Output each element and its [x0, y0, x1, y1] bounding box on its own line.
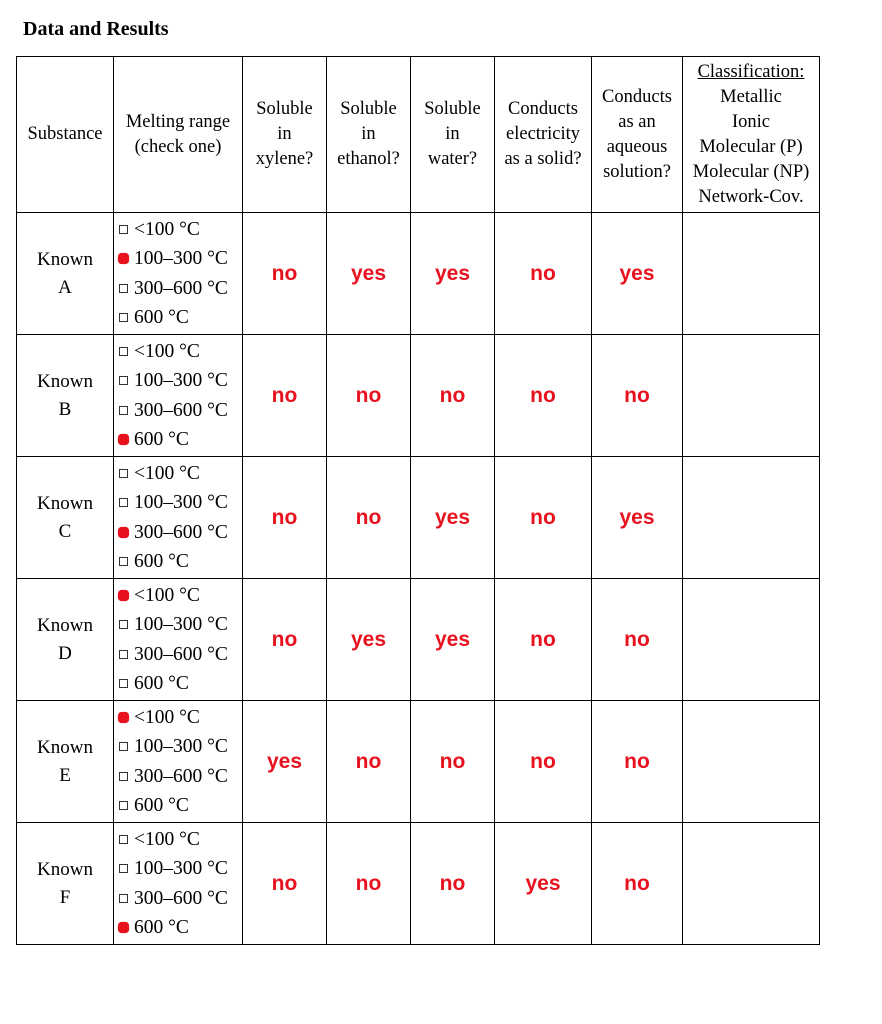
checkbox[interactable]: [119, 406, 128, 415]
table-row: [17, 823, 820, 945]
answer-water: yes: [411, 579, 495, 701]
checked-checkbox[interactable]: [118, 434, 129, 445]
checkbox[interactable]: [119, 801, 128, 810]
checkbox[interactable]: [119, 894, 128, 903]
melting-option-label: 300–600 °C: [134, 643, 228, 665]
checkbox[interactable]: [119, 376, 128, 385]
melting-option-label: <100 °C: [134, 584, 200, 606]
table-row: [17, 701, 820, 823]
answer-ethanol: no: [327, 457, 411, 579]
checked-checkbox[interactable]: [118, 590, 129, 601]
melting-option-label: <100 °C: [134, 706, 200, 728]
answer-xylene: no: [243, 457, 327, 579]
header-conducts-solid: Conducts electricity as a solid?: [495, 57, 592, 213]
answer-conducts-aqueous: no: [592, 701, 683, 823]
substance-cell: Known F: [17, 823, 114, 945]
answer-ethanol: no: [327, 701, 411, 823]
checkbox[interactable]: [119, 864, 128, 873]
checkbox[interactable]: [119, 469, 128, 478]
melting-option[interactable]: [119, 303, 242, 333]
answer-conducts-solid: no: [495, 213, 592, 335]
melting-option[interactable]: [119, 640, 242, 670]
melting-option[interactable]: [119, 425, 242, 455]
answer-xylene: no: [243, 213, 327, 335]
answer-conducts-aqueous: yes: [592, 213, 683, 335]
checkbox[interactable]: [119, 557, 128, 566]
melting-option[interactable]: [119, 459, 242, 489]
melting-option-label: <100 °C: [134, 340, 200, 362]
melting-range-options: [114, 457, 243, 579]
checkbox[interactable]: [119, 347, 128, 356]
results-table: [16, 56, 820, 945]
answer-water: no: [411, 335, 495, 457]
melting-option-label: 100–300 °C: [134, 736, 228, 757]
header-soluble-xylene: Soluble in xylene?: [243, 57, 327, 213]
melting-option[interactable]: [119, 610, 242, 640]
melting-option[interactable]: [119, 215, 242, 245]
melting-option-label: 100–300 °C: [134, 858, 228, 879]
melting-option-label: <100 °C: [134, 828, 200, 850]
checked-checkbox[interactable]: [118, 527, 129, 538]
melting-option-label: 100–300 °C: [134, 370, 228, 391]
melting-option[interactable]: [119, 703, 242, 733]
answer-xylene: no: [243, 335, 327, 457]
melting-option[interactable]: [119, 244, 242, 274]
answer-ethanol: no: [327, 823, 411, 945]
answer-conducts-solid: no: [495, 579, 592, 701]
table-row: [17, 213, 820, 335]
melting-option[interactable]: [119, 791, 242, 821]
checkbox[interactable]: [119, 225, 128, 234]
section-title: Data and Results: [23, 18, 169, 40]
answer-conducts-solid: no: [495, 457, 592, 579]
melting-option-label: 600 °C: [134, 551, 189, 572]
substance-cell: Known E: [17, 701, 114, 823]
answer-water: yes: [411, 457, 495, 579]
substance-cell: Known C: [17, 457, 114, 579]
checkbox[interactable]: [119, 742, 128, 751]
melting-option-label: 300–600 °C: [134, 521, 228, 543]
melting-option-label: 300–600 °C: [134, 277, 228, 299]
classification-cell[interactable]: [683, 335, 820, 457]
answer-conducts-solid: yes: [495, 823, 592, 945]
classification-cell[interactable]: [683, 579, 820, 701]
melting-option[interactable]: [119, 884, 242, 914]
checkbox[interactable]: [119, 620, 128, 629]
melting-option[interactable]: [119, 732, 242, 762]
answer-water: yes: [411, 213, 495, 335]
checked-checkbox[interactable]: [118, 253, 129, 264]
melting-option-label: 300–600 °C: [134, 887, 228, 909]
table-row: [17, 335, 820, 457]
answer-water: no: [411, 823, 495, 945]
header-classification: Classification: Metallic Ionic Molecular (P) Molecular (NP) Network-Cov.: [683, 57, 820, 213]
answer-conducts-aqueous: no: [592, 335, 683, 457]
header-soluble-ethanol: Soluble in ethanol?: [327, 57, 411, 213]
melting-range-options: [114, 213, 243, 335]
melting-range-options: [114, 701, 243, 823]
substance-cell: Known A: [17, 213, 114, 335]
answer-xylene: no: [243, 823, 327, 945]
melting-option[interactable]: [119, 396, 242, 426]
answer-ethanol: yes: [327, 579, 411, 701]
checkbox[interactable]: [119, 835, 128, 844]
answer-ethanol: no: [327, 335, 411, 457]
checkbox[interactable]: [119, 650, 128, 659]
melting-option-label: 600 °C: [134, 429, 189, 450]
checked-checkbox[interactable]: [118, 712, 129, 723]
table-row: [17, 579, 820, 701]
melting-option-label: 300–600 °C: [134, 399, 228, 421]
answer-conducts-solid: no: [495, 335, 592, 457]
substance-cell: Known D: [17, 579, 114, 701]
melting-option-label: <100 °C: [134, 462, 200, 484]
melting-option[interactable]: [119, 913, 242, 943]
answer-xylene: no: [243, 579, 327, 701]
melting-option-label: 600 °C: [134, 307, 189, 328]
melting-range-options: [114, 579, 243, 701]
melting-option-label: 100–300 °C: [134, 492, 228, 513]
answer-conducts-aqueous: yes: [592, 457, 683, 579]
header-substance: Substance: [17, 57, 114, 213]
melting-option[interactable]: [119, 825, 242, 855]
header-melting-range: Melting range (check one): [114, 57, 243, 213]
classification-cell[interactable]: [683, 701, 820, 823]
substance-cell: Known B: [17, 335, 114, 457]
answer-water: no: [411, 701, 495, 823]
checked-checkbox[interactable]: [118, 922, 129, 933]
melting-option[interactable]: [119, 366, 242, 396]
classification-cell[interactable]: [683, 213, 820, 335]
melting-option-label: 600 °C: [134, 673, 189, 694]
melting-option-label: 300–600 °C: [134, 765, 228, 787]
melting-option-label: 100–300 °C: [134, 614, 228, 635]
checkbox[interactable]: [119, 679, 128, 688]
header-row: [17, 57, 820, 213]
melting-option[interactable]: [119, 547, 242, 577]
melting-range-options: [114, 335, 243, 457]
melting-option-label: 600 °C: [134, 795, 189, 816]
melting-option[interactable]: [119, 762, 242, 792]
answer-conducts-aqueous: no: [592, 579, 683, 701]
header-conducts-aqueous: Conducts as an aqueous solution?: [592, 57, 683, 213]
melting-range-options: [114, 823, 243, 945]
melting-option-label: <100 °C: [134, 218, 200, 240]
melting-option[interactable]: [119, 854, 242, 884]
answer-conducts-solid: no: [495, 701, 592, 823]
checkbox[interactable]: [119, 772, 128, 781]
table-row: [17, 457, 820, 579]
header-soluble-water: Soluble in water?: [411, 57, 495, 213]
melting-option[interactable]: [119, 518, 242, 548]
answer-ethanol: yes: [327, 213, 411, 335]
melting-option[interactable]: [119, 669, 242, 699]
melting-option[interactable]: [119, 274, 242, 304]
melting-option-label: 100–300 °C: [134, 248, 228, 269]
checkbox[interactable]: [119, 313, 128, 322]
checkbox[interactable]: [119, 498, 128, 507]
checkbox[interactable]: [119, 284, 128, 293]
melting-option-label: 600 °C: [134, 917, 189, 938]
classification-cell[interactable]: [683, 457, 820, 579]
melting-option[interactable]: [119, 488, 242, 518]
melting-option[interactable]: [119, 581, 242, 611]
classification-cell[interactable]: [683, 823, 820, 945]
answer-xylene: yes: [243, 701, 327, 823]
answer-conducts-aqueous: no: [592, 823, 683, 945]
melting-option[interactable]: [119, 337, 242, 367]
